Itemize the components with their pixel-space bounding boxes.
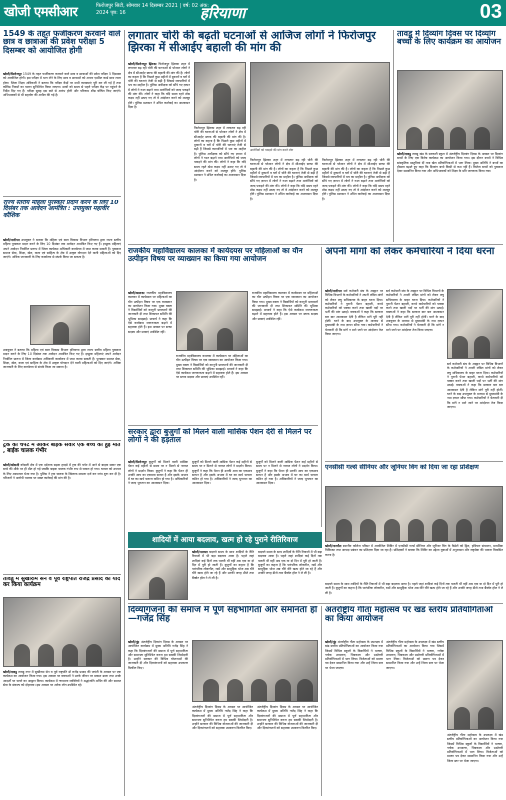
pension-body-1	[128, 460, 188, 530]
college-text-3: राजकीय महाविद्यालय कालका में कार्यस्थल पर महिलाओं का यौन उत्पीड़न विषय पर एक व्याख्यान का आयोजन किया गया। मुख्य वक्ता ने विद्यार्थियों को कानूनी प्रावधानों की जानकारी दी तथा शिकायत समिति की भूमिका समझाई। प्राचार्य ने कहा कि ऐसे कार्यक्रम जागरूकता बढ़ाने में सहायक होते हैं। इस अवसर पर स्टाफ सदस्य और छात्राएं उपस्थित रहीं।	[252, 291, 318, 321]
story2-text-cont: उपायुक्त ने बताया कि महिला एवं बाल विकास विभाग हरियाणा द्वारा राज्य स्तरीय महिला पुरस्कार प्रदान करने के लिए 10 दिसंबर तक आवेदन आमंत्रित किए गए हैं। इच्छुक महिलाएं अपने आवेदन निर्धारित प्रारूप में जिला कार्यक्रम अधिकारी कार्यालय में जमा करवा सकती हैं। पुरस्कार समाज सेवा, शिक्षा, खेल, कला एवं साहित्य के क्षेत्र में उत्कृष्ट योगदान देने वाली महिलाओं को दिए जाएंगे। अधिक जानकारी के लिए कार्यालय से संपर्क किया जा सकता है।	[3, 348, 121, 370]
lead-body-4	[322, 158, 390, 242]
sports-body-2	[386, 640, 444, 796]
pension-headline: सरकार द्वारा बुजुर्गों को मिलने वाली मासिक पेंशन देरी से मिलने पर लोगों ने की हड़ताल	[128, 428, 312, 444]
lead-body-1	[128, 62, 190, 242]
dharna-byline: खोजी/पानीपत	[325, 289, 342, 293]
lead-headline: लगातार चोरी की बढ़ती घटनाओं से आजिज लोगों ने फिरोजपुर झिरका में सीआईए बहाली की मांग की	[128, 30, 376, 54]
marriage-byline: खोजी/पलवल	[192, 550, 208, 554]
story4-body	[3, 670, 121, 796]
divider	[3, 196, 121, 197]
dharna-photo	[447, 289, 503, 359]
divider	[128, 425, 318, 426]
lead-text-2: फिरोजपुर झिरका शहर में लगातार बढ़ रही चोरी की घटनाओं से परेशान लोगों ने क्षेत्र में सीआईए स्टाफ की बहाली की मांग की है। लोगों का कहना है कि पिछले कुछ महीनों में दुकानों व घरों में चोरी की घटनाएं तेजी से बढ़ी हैं जिससे व्यापारियों में भय का माहौल है। पुलिस अधीक्षक को सौंपे गए ज्ञापन में लोगों ने गश्त बढ़ाने तथा आरोपियों को जल्द पकड़ने की मांग की। लोगों ने कहा कि यदि समय रहते ठोस कदम नहीं उठाए गए तो वे आंदोलन करने को मजबूर होंगे। पुलिस प्रशासन ने उचित कार्रवाई का आश्वासन दिया है।	[194, 126, 246, 182]
lead-body-3	[250, 158, 318, 242]
story3-byline: खोजी/कोसली	[3, 463, 20, 467]
divider	[128, 603, 503, 604]
marriage-body-3	[325, 582, 503, 600]
ncc-text: स्थानीय कॉलेज परिसर में आयोजित शिविर में एनसीसी गर्ल्स सीनियर और जूनियर विंग के कैडेटों को ड्रिल, हथियार संचालन, प्राथमिक चिकित्सा तथा आपदा प्रबंधन का प्रशिक्षण दिया जा रहा है। प्रशिक्षकों ने बताया कि शिविर का उद्देश्य युवाओं में अनुशासन और राष्ट्रसेवा की भावना विकसित करना है।	[325, 544, 503, 557]
divider	[3, 440, 121, 441]
divyang-text: अंतर्राष्ट्रीय दिव्यांग दिवस के अवसर पर आयोजित कार्यक्रम में मुख्य अतिथि गजेंद्र सिंह ने कहा कि दिव्यांगजनों की समाज में पूर्ण सहभागिता और समानता सुनिश्चित करना हम सबकी जिम्मेदारी है। उन्होंने सरकार की विभिन्न योजनाओं की जानकारी दी और दिव्यांगजनों को सहायक उपकरण वितरित किए।	[128, 640, 188, 670]
story4-text: तावडू नगर में सुखीराम सेन व पूर्व राष्ट्रपति डॉ राजेंद्र प्रसाद की जयंती के अवसर पर एक कार्यक्रम का आयोजन किया गया। इस अवसर पर वक्ताओं ने उनके जीवन पर प्रकाश डाला तथा उनके आदर्शों पर चलने का आह्वान किया। कार्यक्रम में गणमान्य व्यक्तियों ने श्रद्धांजलि अर्पित की और समाज सेवा के संकल्प को दोहराया। इस अवसर पर अनेक लोग उपस्थित रहे।	[3, 670, 121, 687]
lead-text-4: फिरोजपुर झिरका शहर में लगातार बढ़ रही चोरी की घटनाओं से परेशान लोगों ने क्षेत्र में सीआईए स्टाफ की बहाली की मांग की है। लोगों का कहना है कि पिछले कुछ महीनों में दुकानों व घरों में चोरी की घटनाएं तेजी से बढ़ी हैं जिससे व्यापारियों में भय का माहौल है। पुलिस अधीक्षक को सौंपे गए ज्ञापन में लोगों ने गश्त बढ़ाने तथा आरोपियों को जल्द पकड़ने की मांग की। लोगों ने कहा कि यदि समय रहते ठोस कदम नहीं उठाए गए तो वे आंदोलन करने को मजबूर होंगे। पुलिस प्रशासन ने उचित कार्रवाई का आश्वासन दिया है।	[322, 158, 390, 201]
lead-photo	[250, 62, 390, 147]
story2-body	[3, 238, 121, 303]
column-rule	[321, 606, 322, 796]
marriage-text-2: बदलते समय के साथ शादियों के रीति रिवाजों में भी बड़ा बदलाव आया है। पहले जहां शादियां कई दिनों तक चलती थीं वहीं अब एक या दो दिन में पूरी हो जाती हैं। बुजुर्गों का कहना है कि पारंपरिक लोकगीत, रस्में और सामूहिक भोज अब धीरे धीरे खत्म होते जा रहे हैं और उनकी जगह डीजे तथा बैंक्वेट हॉल ने ले ली है।	[258, 550, 322, 576]
story1-body	[3, 72, 121, 192]
column-rule	[393, 30, 394, 242]
sports-body-1	[325, 640, 383, 796]
sports-text-3: अंतर्राष्ट्रीय गीता महोत्सव के उपलक्ष्य में खंड स्तरीय प्रतियोगिताओं का आयोजन किया गया जिसमें विभिन्न स्कूलों के विद्यार्थियों ने भाषण, श्लोक उच्चारण, चित्रकला और प्रश्नोत्तरी प्रतियोगिताओं में भाग लिया। विजेताओं को प्रमाण पत्र देकर सम्मानित किया गया और उन्हें जिला स्तर पर भेजा जाएगा।	[447, 733, 503, 763]
masthead	[0, 0, 506, 26]
ncc-photo	[325, 486, 503, 542]
divyang-body-1	[128, 640, 188, 796]
divyang-headline: दिव्यांगजनों की समाज में पूर्ण सहभागिता और समानता हो—गजेंद्र सिंह	[128, 606, 318, 625]
marriage-text-3: बदलते समय के साथ शादियों के रीति रिवाजों में भी बड़ा बदलाव आया है। पहले जहां शादियां कई दिनों तक चलती थीं वहीं अब एक या दो दिन में पूरी हो जाती हैं। बुजुर्गों का कहना है कि पारंपरिक लोकगीत, रस्में और सामूहिक भोज अब धीरे धीरे खत्म होते जा रहे हैं और उनकी जगह डीजे तथा बैंक्वेट हॉल ने ले ली है।	[325, 582, 503, 595]
divider	[128, 244, 503, 245]
marriage-headline: शादियों में आया बदलाव, खत्म हो रहे पुराने रीतिरिवाज	[128, 532, 322, 548]
sports-headline: अंतर्राष्ट्रीय गीता महोत्सव पर खंड स्तरीय प्रतियोगिताओं का किया आयोजन	[325, 606, 493, 625]
lead-text-3: फिरोजपुर झिरका शहर में लगातार बढ़ रही चोरी की घटनाओं से परेशान लोगों ने क्षेत्र में सीआईए स्टाफ की बहाली की मांग की है। लोगों का कहना है कि पिछले कुछ महीनों में दुकानों व घरों में चोरी की घटनाएं तेजी से बढ़ी हैं जिससे व्यापारियों में भय का माहौल है। पुलिस अधीक्षक को सौंपे गए ज्ञापन में लोगों ने गश्त बढ़ाने तथा आरोपियों को जल्द पकड़ने की मांग की। लोगों ने कहा कि यदि समय रहते ठोस कदम नहीं उठाए गए तो वे आंदोलन करने को मजबूर होंगे। पुलिस प्रशासन ने उचित कार्रवाई का आश्वासन दिया है।	[250, 158, 318, 201]
pension-text-3: बुजुर्गों को मिलने वाली मासिक पेंशन कई महीनों से समय पर न मिलने से नाराज लोगों ने प्रदर्शन किया। बुजुर्गों ने कहा कि पेंशन ही उनकी आय का एकमात्र साधन है और इसके अभाव में घर का खर्च चलाना कठिन हो गया है। अधिकारियों ने जल्द भुगतान का आश्वासन दिया।	[256, 460, 318, 486]
college-body-1	[128, 291, 172, 423]
lead-body-2	[194, 126, 246, 242]
story4-photo	[3, 597, 121, 667]
lead-text: फिरोजपुर झिरका शहर में लगातार बढ़ रही चोरी की घटनाओं से परेशान लोगों ने क्षेत्र में सीआईए स्टाफ की बहाली की मांग की है। लोगों का कहना है कि पिछले कुछ महीनों में दुकानों व घरों में चोरी की घटनाएं तेजी से बढ़ी हैं जिससे व्यापारियों में भय का माहौल है। पुलिस अधीक्षक को सौंपे गए ज्ञापन में लोगों ने गश्त बढ़ाने तथा आरोपियों को जल्द पकड़ने की मांग की। लोगों ने कहा कि यदि समय रहते ठोस कदम नहीं उठाए गए तो वे आंदोलन करने को मजबूर होंगे। पुलिस प्रशासन ने उचित कार्रवाई का आश्वासन दिया है।	[128, 62, 190, 109]
newspaper-logo: खोजी एमसीआर	[4, 5, 78, 20]
divider	[325, 461, 503, 462]
dharna-body-3	[447, 362, 503, 459]
marriage-text: बदलते समय के साथ शादियों के रीति रिवाजों में भी बड़ा बदलाव आया है। पहले जहां शादियां कई दिनों तक चलती थीं वहीं अब एक या दो दिन में पूरी हो जाती हैं। बुजुर्गों का कहना है कि पारंपरिक लोकगीत, रस्में और सामूहिक भोज अब धीरे धीरे खत्म होते जा रहे हैं और उनकी जगह डीजे तथा बैंक्वेट हॉल ने ले ली है।	[192, 550, 254, 580]
tavdu-body	[397, 152, 503, 242]
story2-body-cont	[3, 348, 121, 438]
page-number: 03	[479, 1, 502, 23]
story4-headline: तावडू में सुखीराम सेन व पूर्व राष्ट्रपति राजेंद्र प्रसाद को याद कर किया कार्यक्रम	[3, 577, 121, 588]
college-photo	[176, 291, 248, 351]
marriage-body-2	[258, 550, 322, 600]
dharna-body-2	[386, 289, 444, 459]
story2-byline: खोजी/पानीपत	[3, 238, 20, 242]
divyang-body-2	[192, 705, 253, 796]
pension-text: बुजुर्गों को मिलने वाली मासिक पेंशन कई महीनों से समय पर न मिलने से नाराज लोगों ने प्रदर्शन किया। बुजुर्गों ने कहा कि पेंशन ही उनकी आय का एकमात्र साधन है और इसके अभाव में घर का खर्च चलाना कठिन हो गया है। अधिकारियों ने जल्द भुगतान का आश्वासन दिया।	[128, 460, 188, 486]
dharna-text-2: सर्व कर्मचारी संघ के आह्वान पर विभिन्न विभागों के कर्मचारियों ने अपनी लंबित मांगों को लेकर लघु सचिवालय के बाहर धरना दिया। कर्मचारियों ने पुरानी पेंशन बहाली, कच्चे कर्मचारियों को पक्का करने तथा खाली पदों पर भर्ती की मांग उठाई। वक्ताओं ने कहा कि सरकार बार बार आश्वासन देती है लेकिन मांगें पूरी नहीं होतीं। धरने के बाद उपायुक्त के माध्यम से मुख्यमंत्री के नाम ज्ञापन सौंपा गया। कर्मचारियों ने चेतावनी दी कि मांगें न माने जाने पर आंदोलन तेज किया जाएगा।	[386, 289, 444, 332]
sports-text-2: अंतर्राष्ट्रीय गीता महोत्सव के उपलक्ष्य में खंड स्तरीय प्रतियोगिताओं का आयोजन किया गया जिसमें विभिन्न स्कूलों के विद्यार्थियों ने भाषण, श्लोक उच्चारण, चित्रकला और प्रश्नोत्तरी प्रतियोगिताओं में भाग लिया। विजेताओं को प्रमाण पत्र देकर सम्मानित किया गया और उन्हें जिला स्तर पर भेजा जाएगा।	[386, 640, 444, 670]
story3-text: कोसली क्षेत्र में एक दर्दनाक सड़क हादसे में ट्रक की चपेट में आने से बाइक सवार एक बच्चे की मौके पर ही मौत हो गई जबकि बाइक चालक गंभीर रूप से घायल हो गया। घायल को उपचार के लिए अस्पताल भेजा गया है। पुलिस ने ट्रक चालक के खिलाफ मामला दर्ज कर जांच शुरू कर दी है। परिजनों ने आरोपी चालक पर सख्त कार्रवाई की मांग की है।	[3, 463, 121, 480]
lead-photo-caption: आरोपियों को पकड़ने की मांग करते लोग	[250, 148, 294, 152]
divyang-text-3: अंतर्राष्ट्रीय दिव्यांग दिवस के अवसर पर आयोजित कार्यक्रम में मुख्य अतिथि गजेंद्र सिंह ने कहा कि दिव्यांगजनों की समाज में पूर्ण सहभागिता और समानता सुनिश्चित करना हम सबकी जिम्मेदारी है। उन्होंने सरकार की विभिन्न योजनाओं की जानकारी दी और दिव्यांगजनों को सहायक उपकरण वितरित किए।	[257, 705, 318, 731]
ncc-byline: खोजी/नारनौल	[325, 544, 342, 548]
pension-byline: खोजी/फिरोजपुर	[128, 460, 147, 464]
pension-text-2: बुजुर्गों को मिलने वाली मासिक पेंशन कई महीनों से समय पर न मिलने से नाराज लोगों ने प्रदर्शन किया। बुजुर्गों ने कहा कि पेंशन ही उनकी आय का एकमात्र साधन है और इसके अभाव में घर का खर्च चलाना कठिन हो गया है। अधिकारियों ने जल्द भुगतान का आश्वासन दिया।	[192, 460, 252, 486]
college-headline: राजकीय महाविद्यालय कालका में कार्यदयस पर महिलाओं का यौन उत्पीड़न विषय पर व्याख्यान का किया गया आयोजन	[128, 247, 303, 263]
dharna-headline: अपनी मांगों को लेकर कर्मचारियों ने दिया धरना	[325, 247, 495, 257]
college-text-2: राजकीय महाविद्यालय कालका में कार्यस्थल पर महिलाओं का यौन उत्पीड़न विषय पर एक व्याख्यान का आयोजन किया गया। मुख्य वक्ता ने विद्यार्थियों को कानूनी प्रावधानों की जानकारी दी तथा शिकायत समिति की भूमिका समझाई। प्राचार्य ने कहा कि ऐसे कार्यक्रम जागरूकता बढ़ाने में सहायक होते हैं। इस अवसर पर स्टाफ सदस्य और छात्राएं उपस्थित रहीं।	[176, 354, 248, 380]
ncc-headline: एनसीसी गर्ल्स सीनियर और जूनियर विंग को दिया जा रहा प्रशिक्षण	[325, 464, 479, 471]
divyang-text-2: अंतर्राष्ट्रीय दिव्यांग दिवस के अवसर पर आयोजित कार्यक्रम में मुख्य अतिथि गजेंद्र सिंह ने कहा कि दिव्यांगजनों की समाज में पूर्ण सहभागिता और समानता सुनिश्चित करना हम सबकी जिम्मेदारी है। उन्होंने सरकार की विभिन्न योजनाओं की जानकारी दी और दिव्यांगजनों को सहायक उपकरण वितरित किए।	[192, 705, 253, 731]
tavdu-byline: खोजी/तावडू	[397, 152, 411, 156]
marriage-photo	[128, 550, 188, 600]
sports-byline: खोजी/नूंह	[325, 640, 337, 644]
story3-body	[3, 463, 121, 571]
story3-headline: ट्रक की चपेट में आकर बाइक सवार एक बच्चे की हुई मौत , बाईक चालक गंभीर	[3, 443, 121, 454]
college-body-2	[176, 354, 248, 423]
tavdu-text: तावडू खंड के सरकारी स्कूल में अंतर्राष्ट्रीय दिव्यांग दिवस के अवसर पर दिव्यांग बच्चों के लिए एक विशेष कार्यक्रम का आयोजन किया गया। इस दौरान बच्चों ने विभिन्न सांस्कृतिक प्रस्तुतियां दीं तथा खेल प्रतियोगिताओं में भाग लिया। मुख्य अतिथि ने बच्चों का हौसला बढ़ाते हुए कहा कि दिव्यांग बच्चे किसी से कम नहीं हैं। विजेता बच्चों को पुरस्कार देकर सम्मानित किया गया और अभिभावकों को शिक्षा के प्रति जागरूक किया गया।	[397, 152, 503, 174]
ncc-body	[325, 544, 503, 580]
college-text: राजकीय महाविद्यालय कालका में कार्यस्थल पर महिलाओं का यौन उत्पीड़न विषय पर एक व्याख्यान का आयोजन किया गया। मुख्य वक्ता ने विद्यार्थियों को कानूनी प्रावधानों की जानकारी दी तथा शिकायत समिति की भूमिका समझाई। प्राचार्य ने कहा कि ऐसे कार्यक्रम जागरूकता बढ़ाने में सहायक होते हैं। इस अवसर पर स्टाफ सदस्य और छात्राएं उपस्थित रहीं।	[128, 291, 172, 334]
dharna-body-1	[325, 289, 383, 459]
pension-body-3	[256, 460, 318, 530]
college-byline: खोजी/कालका	[128, 291, 145, 295]
sports-photo	[447, 640, 503, 730]
issue-meta: फिरोजपुर सिटी, सोमवार 14 दिसम्बर 2021 | वर्ष: 02 अंक: 2024 पृष्ठ: 16	[96, 3, 209, 16]
divyang-body-3	[257, 705, 318, 796]
column-rule	[321, 247, 322, 527]
divyang-byline: खोजी/नूंह	[128, 640, 140, 644]
section-title: हरियाणा	[200, 4, 246, 22]
lead-portrait	[194, 62, 246, 124]
tavdu-headline: तावडू में दिव्यांग दिवस पर दिव्यांग बच्चों के लिए कार्यक्रम का आयोजन	[397, 30, 501, 47]
divyang-photo	[192, 640, 318, 702]
story2-text: उपायुक्त ने बताया कि महिला एवं बाल विकास विभाग हरियाणा द्वारा राज्य स्तरीय महिला पुरस्कार प्रदान करने के लिए 10 दिसंबर तक आवेदन आमंत्रित किए गए हैं। इच्छुक महिलाएं अपने आवेदन निर्धारित प्रारूप में जिला कार्यक्रम अधिकारी कार्यालय में जमा करवा सकती हैं। पुरस्कार समाज सेवा, शिक्षा, खेल, कला एवं साहित्य के क्षेत्र में उत्कृष्ट योगदान देने वाली महिलाओं को दिए जाएंगे। अधिक जानकारी के लिए कार्यालय से संपर्क किया जा सकता है।	[3, 238, 121, 260]
marriage-body-1	[192, 550, 254, 600]
divider	[3, 574, 121, 575]
sports-body-3	[447, 733, 503, 796]
column-rule	[124, 30, 125, 796]
story1-byline: खोजी/फिरोजपुर	[3, 72, 22, 76]
dharna-text-3: सर्व कर्मचारी संघ के आह्वान पर विभिन्न विभागों के कर्मचारियों ने अपनी लंबित मांगों को लेकर लघु सचिवालय के बाहर धरना दिया। कर्मचारियों ने पुरानी पेंशन बहाली, कच्चे कर्मचारियों को पक्का करने तथा खाली पदों पर भर्ती की मांग उठाई। वक्ताओं ने कहा कि सरकार बार बार आश्वासन देती है लेकिन मांगें पूरी नहीं होतीं। धरने के बाद उपायुक्त के माध्यम से मुख्यमंत्री के नाम ज्ञापन सौंपा गया। कर्मचारियों ने चेतावनी दी कि मांगें न माने जाने पर आंदोलन तेज किया जाएगा।	[447, 362, 503, 409]
story4-byline: खोजी/तावडू	[3, 670, 17, 674]
story2-photo	[30, 305, 90, 345]
dharna-text: सर्व कर्मचारी संघ के आह्वान पर विभिन्न विभागों के कर्मचारियों ने अपनी लंबित मांगों को लेकर लघु सचिवालय के बाहर धरना दिया। कर्मचारियों ने पुरानी पेंशन बहाली, कच्चे कर्मचारियों को पक्का करने तथा खाली पदों पर भर्ती की मांग उठाई। वक्ताओं ने कहा कि सरकार बार बार आश्वासन देती है लेकिन मांगें पूरी नहीं होतीं। धरने के बाद उपायुक्त के माध्यम से मुख्यमंत्री के नाम ज्ञापन सौंपा गया। कर्मचारियों ने चेतावनी दी कि मांगें न माने जाने पर आंदोलन तेज किया जाएगा।	[325, 289, 383, 336]
tavdu-photo	[397, 70, 503, 150]
story1-headline: 1549 के तहत फर्जीकरण करवाने वाले छात्र व छात्राओं की प्रवेश परीक्षा 5 दिसम्बर को आयोजित होगी	[3, 30, 121, 55]
lead-byline: खोजी/फिरोजपुर झिरका	[128, 62, 157, 66]
story1-text: 1549 के तहत फर्जीकरण करवाने वाले छात्र व छात्राओं की प्रवेश परीक्षा 5 दिसम्बर को आयोजित होगी। इस परीक्षा में भाग लेने के लिए छात्र व छात्राओं को अपना एडमिट कार्ड साथ लाना होगा। जिला शिक्षा अधिकारी ने बताया कि परीक्षा केंद्रों पर सभी व्यवस्थाएं पूरी कर ली गई हैं तथा कोविड नियमों का पालन सुनिश्चित किया जाएगा। छात्रों को समय से पहले परीक्षा केंद्र पर पहुंचने के निर्देश दिए गए हैं। परीक्षा सुबह दस बजे से आरंभ होगी और परिणाम शीघ्र घोषित किए जाएंगे। अभिभावकों से भी सहयोग की अपील की गई है।	[3, 72, 121, 98]
story2-headline: राज्य स्तरीय महिला पुरस्कार प्रदान करने के लिए 10 दिसंबर तक आवेदन आमंत्रित : उपायुक्त महावीर कौशिक	[3, 200, 119, 219]
college-body-3	[252, 291, 318, 423]
pension-body-2	[192, 460, 252, 530]
sports-text: अंतर्राष्ट्रीय गीता महोत्सव के उपलक्ष्य में खंड स्तरीय प्रतियोगिताओं का आयोजन किया गया जिसमें विभिन्न स्कूलों के विद्यार्थियों ने भाषण, श्लोक उच्चारण, चित्रकला और प्रश्नोत्तरी प्रतियोगिताओं में भाग लिया। विजेताओं को प्रमाण पत्र देकर सम्मानित किया गया और उन्हें जिला स्तर पर भेजा जाएगा।	[325, 640, 383, 670]
